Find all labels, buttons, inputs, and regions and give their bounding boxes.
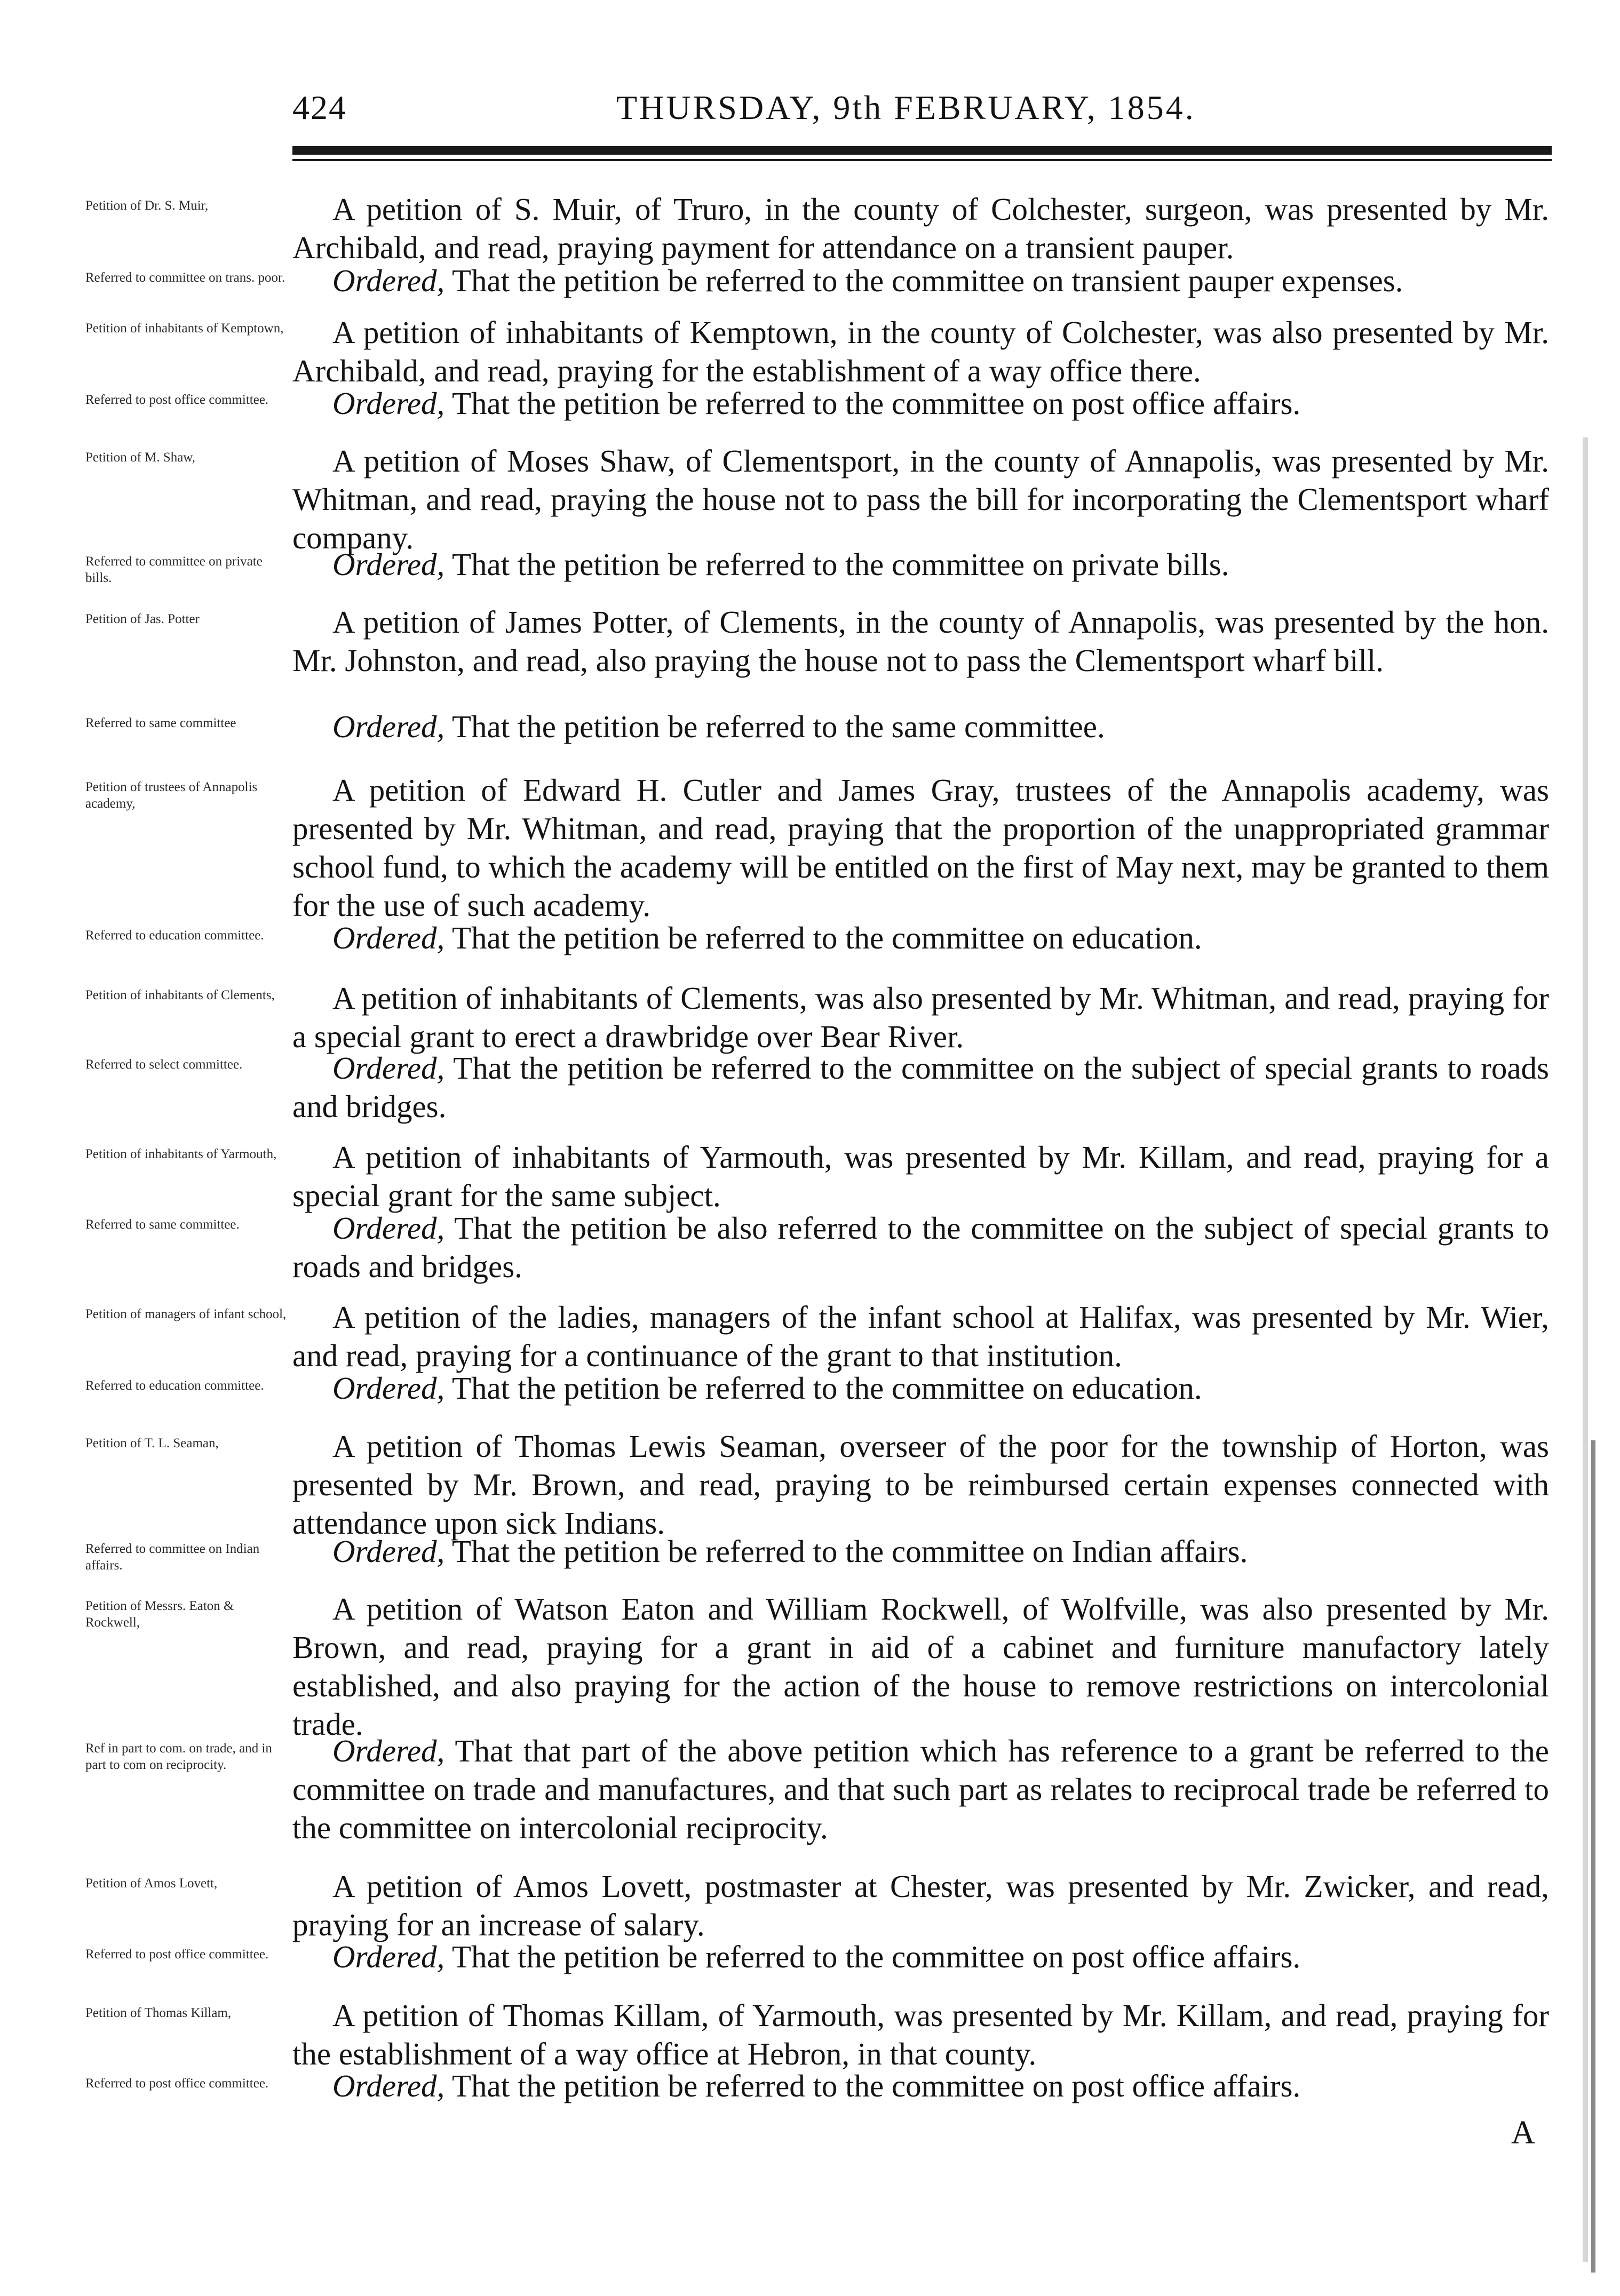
- ordered-label: Ordered,: [332, 547, 445, 582]
- order-text: That the petition be referred to the committee on post office affairs.: [451, 1939, 1301, 1974]
- order-paragraph: [292, 1732, 1549, 1847]
- margin-note-petition: Petition of Thomas Killam,: [85, 2006, 232, 2020]
- catchword: A: [1511, 2115, 1535, 2151]
- order-text: That the petition be referred to the committee on the subject of special grants to roads and bridges.: [292, 1050, 1549, 1124]
- page-number: 424: [292, 89, 347, 126]
- ordered-label: Ordered,: [332, 1050, 445, 1086]
- running-head-title: THURSDAY, 9th FEBRUARY, 1854.: [616, 89, 1196, 126]
- margin-note-petition: Petition of T. L. Seaman,: [85, 1436, 219, 1450]
- ordered-label: Ordered,: [332, 709, 445, 744]
- petition-paragraph: A petition of inhabitants of Clements, was also presented by Mr. Whitman, and read, praying for a special grant to erect a drawbridge over Bear River.: [292, 980, 1549, 1054]
- margin-note-order: Referred to same committee: [85, 716, 236, 730]
- ordered-label: Ordered,: [332, 2068, 445, 2103]
- order-paragraph: [292, 1369, 1549, 1407]
- order-text: That the petition be referred to the committee on Indian affairs.: [451, 1534, 1248, 1569]
- header-rule-thick: [292, 146, 1552, 155]
- header-rule-thin: [292, 159, 1552, 161]
- order-paragraph: [292, 1938, 1549, 1976]
- petition-paragraph: A petition of Amos Lovett, postmaster at Chester, was presented by Mr. Zwicker, and read, praying for an increase of salary.: [292, 1869, 1549, 1942]
- ordered-label: Ordered,: [332, 1370, 445, 1406]
- petition-paragraph: A petition of James Potter, of Clements, in the county of Annapolis, was presented by the hon. Mr. Johnston, and read, also praying the house not to pass the Clementsport wharf bill.: [292, 604, 1549, 678]
- ordered-label: Ordered,: [332, 386, 445, 421]
- order-text: That the petition be referred to the committee on private bills.: [451, 547, 1229, 582]
- margin-note-order: Referred to committee on Indian affairs.: [85, 1542, 260, 1573]
- ordered-label: Ordered,: [332, 1733, 445, 1768]
- ordered-label: Ordered,: [332, 263, 445, 298]
- petition-paragraph: A petition of inhabitants of Yarmouth, was presented by Mr. Killam, and read, praying for a special grant for the same subject.: [292, 1139, 1549, 1213]
- petition-paragraph: A petition of inhabitants of Kemptown, in the county of Colchester, was also presented by Mr. Archibald, and read, praying for the establishment of a way office there.: [292, 315, 1549, 388]
- order-paragraph: [292, 2067, 1549, 2105]
- order-paragraph: [292, 545, 1549, 584]
- order-text: That the petition be also referred to the committee on the subject of special grants to roads and bridges.: [292, 1210, 1549, 1284]
- order-paragraph: [292, 384, 1549, 422]
- petition-paragraph: A petition of Thomas Lewis Seaman, overseer of the poor for the township of Horton, was presented by Mr. Brown, and read, praying to be reimbursed certain expenses connected with attendance upon sick Indians.: [292, 1429, 1549, 1541]
- order-paragraph: [292, 1049, 1549, 1126]
- margin-note-petition: Petition of inhabitants of Yarmouth,: [85, 1147, 277, 1161]
- margin-note-order: Referred to education committee.: [85, 928, 264, 943]
- order-text: That the petition be referred to the committee on transient pauper expenses.: [451, 263, 1403, 298]
- margin-note-order: Referred to same committee.: [85, 1217, 240, 1232]
- margin-note-petition: Petition of Dr. S. Muir,: [85, 198, 209, 213]
- ordered-label: Ordered,: [332, 1939, 445, 1974]
- order-paragraph: [292, 1209, 1549, 1286]
- margin-note-petition: Petition of Messrs. Eaton & Rockwell,: [85, 1599, 234, 1630]
- margin-note-order: Referred to committee on trans. poor.: [85, 270, 285, 285]
- petition-paragraph: A petition of Edward H. Cutler and James Gray, trustees of the Annapolis academy, was presented by Mr. Whitman, and read, praying that the proportion of the unappropriated grammar school fund, to which the academy will be entitled on the first of May next, may be granted to them for the use of such academy.: [292, 772, 1549, 923]
- margin-note-order: Referred to select committee.: [85, 1057, 243, 1072]
- order-paragraph: [292, 707, 1549, 746]
- ordered-label: Ordered,: [332, 920, 445, 955]
- margin-note-petition: Petition of Amos Lovett,: [85, 1876, 218, 1891]
- ordered-label: Ordered,: [332, 1534, 445, 1569]
- order-text: That the petition be referred to the same committee.: [451, 709, 1105, 744]
- ordered-label: Ordered,: [332, 1210, 445, 1246]
- margin-note-order: Ref in part to com. on trade, and in part to com on reciprocity.: [85, 1741, 272, 1772]
- margin-note-order: Referred to post office committee.: [85, 2076, 269, 2091]
- order-text: That the petition be referred to the committee on education.: [451, 920, 1202, 955]
- order-paragraph: [292, 1532, 1549, 1570]
- order-text: That that part of the above petition which has reference to a grant be referred to the committee on trade and manufactures, and that such part as relates to reciprocal trade be referred to the committee on intercolonial reciprocity.: [292, 1733, 1549, 1845]
- order-paragraph: [292, 261, 1549, 300]
- petition-paragraph: A petition of Watson Eaton and William Rockwell, of Wolfville, was also presented by Mr. Brown, and read, praying for a grant in aid of a cabinet and furniture manufactory lately established, and also praying for the action of the house to remove restrictions on intercolonial trade.: [292, 1591, 1549, 1742]
- petition-paragraph: A petition of the ladies, managers of the infant school at Halifax, was presented by Mr. Wier, and read, praying for a continuance of the grant to that institution.: [292, 1300, 1549, 1373]
- petition-paragraph: A petition of S. Muir, of Truro, in the county of Colchester, surgeon, was presented by Mr. Archibald, and read, praying payment for attendance on a transient pauper.: [292, 192, 1549, 265]
- petition-paragraph: A petition of Thomas Killam, of Yarmouth, was presented by Mr. Killam, and read, praying for the establishment of a way office at Hebron, in that county.: [292, 1998, 1549, 2071]
- petition-paragraph: A petition of Moses Shaw, of Clementsport, in the county of Annapolis, was presented by Mr. Whitman, and read, praying the house not to pass the bill for incorporating the Clementsport wharf company.: [292, 443, 1549, 555]
- order-text: That the petition be referred to the committee on post office affairs.: [451, 2068, 1301, 2103]
- margin-note-petition: Petition of Jas. Potter: [85, 612, 200, 626]
- page-edge-binding: [1591, 1440, 1595, 2273]
- margin-note-petition: Petition of M. Shaw,: [85, 450, 196, 465]
- margin-note-order: Referred to committee on private bills.: [85, 554, 263, 585]
- margin-note-petition: Petition of inhabitants of Clements,: [85, 988, 275, 1002]
- margin-note-order: Referred to post office committee.: [85, 393, 269, 407]
- order-text: That the petition be referred to the committee on post office affairs.: [451, 386, 1301, 421]
- margin-note-petition: Petition of trustees of Annapolis academy,: [85, 780, 258, 811]
- page-edge-shadow: [1583, 437, 1588, 2262]
- margin-note-order: Referred to education committee.: [85, 1378, 264, 1393]
- margin-note-petition: Petition of inhabitants of Kemptown,: [85, 321, 284, 336]
- margin-note-order: Referred to post office committee.: [85, 1947, 269, 1962]
- order-text: That the petition be referred to the committee on education.: [451, 1370, 1202, 1406]
- order-paragraph: [292, 919, 1549, 957]
- margin-note-petition: Petition of managers of infant school,: [85, 1307, 287, 1321]
